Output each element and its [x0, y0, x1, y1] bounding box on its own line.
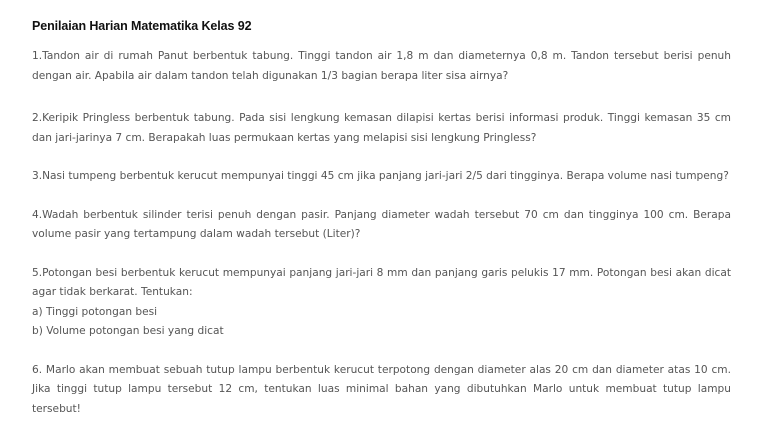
- question-4: 4.Wadah berbentuk silinder terisi penuh dengan pasir. Panjang diameter wadah tersebut 70 cm dan tingginya 100 cm. Berapa volume pasir yang tertampung dalam wadah tersebut (Liter)?: [32, 208, 731, 240]
- question-1: 1.Tandon air di rumah Panut berbentuk tabung. Tinggi tandon air 1,8 m dan diameternya 0,8 m. Tandon tersebut berisi penuh dengan air. Apabila air dalam tandon telah digunakan 1/3 bagian berapa liter sisa airnya?: [32, 50, 731, 82]
- question-2: 2.Keripik Pringless berbentuk tabung. Pada sisi lengkung kemasan dilapisi kertas berisi informasi produk. Tinggi kemasan 35 cm dan jari-jarinya 7 cm. Berapakah luas permukaan kertas yang melapisi sisi lengkung Pringless?: [32, 112, 731, 144]
- document: [32, 19, 731, 419]
- question-6: 6. Marlo akan membuat sebuah tutup lampu berbentuk kerucut terpotong dengan diameter alas 20 cm dan diameter atas 10 cm. Jika tinggi tutup lampu tersebut 12 cm, tentukan luas minimal bahan yang dibutuhkan Marlo untuk membuat tutup lampu tersebut!: [32, 363, 731, 415]
- question-5-item-b: b) Volume potongan besi yang dicat: [32, 325, 224, 337]
- document-title: Penilaian Harian Matematika Kelas 92: [32, 19, 252, 33]
- question-3: 3.Nasi tumpeng berbentuk kerucut mempunyai tinggi 45 cm jika panjang jari-jari 2/5 dari tingginya. Berapa volume nasi tumpeng?: [32, 170, 729, 182]
- question-5-item-a: a) Tinggi potongan besi: [32, 305, 158, 318]
- question-5: 5.Potongan besi berbentuk kerucut mempunyai panjang jari-jari 8 mm dan panjang garis pelukis 17 mm. Potongan besi akan dicat agar tidak berkarat. Tentukan:: [32, 266, 731, 298]
